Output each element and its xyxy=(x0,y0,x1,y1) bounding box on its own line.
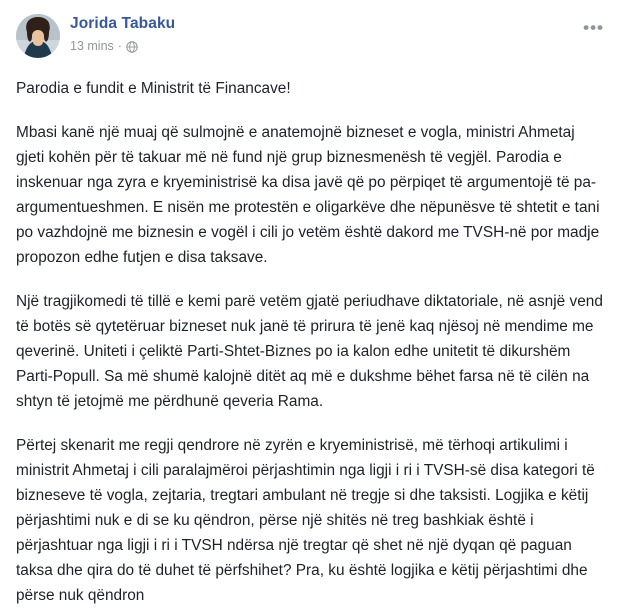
avatar[interactable] xyxy=(16,14,60,58)
post-paragraph-1: Parodia e fundit e Ministrit të Financave! xyxy=(16,80,291,97)
post-header xyxy=(16,12,604,68)
post-timestamp[interactable]: 13 mins xyxy=(70,39,114,53)
post-body xyxy=(16,76,604,608)
post-paragraph-4: Përtej skenarit me regji qendrore në zyrën e kryeministrisë, më tërhoqi artikulimi i ministrit Ahmetaj i cili paralajmëroi përjashtimin nga ligji i ri i TVSH-së disa kategori të bizneseve të vogla, zejtaria, tregtari ambulant në tregje si dhe taksisti. Logjika e këtij përjashtimi nuk e di se ku qëndron, përse një shitës në treg bashkiak është i përjashtuar nga ligji i ri i TVSH ndërsa një tregtar që shet në një dyqan që paguan taksa dhe qira do të duhet të përfshihet? Pra, ku është logjika e këtij përjashtimi dhe përse nuk qëndron xyxy=(16,437,595,604)
post-paragraph-3: Një tragjikomedi të tillë e kemi parë vetëm gjatë periudhave diktatoriale, në asnjë vend të botës së qytetëruar bizneset nuk janë të prirura të jenë kaq njësoj në mendime me qeverinë. Uniteti i çeliktë Parti-Shtet-Biznes po ia kalon edhe unitetit të dikurshëm Parti-Popull. Sa më shumë kalojnë ditët aq më e dukshme bëhet farsa në të cilën na shtyn të jetojmë me përdhunë qeveria Rama. xyxy=(16,293,603,410)
globe-icon[interactable] xyxy=(126,41,138,53)
post-meta xyxy=(70,38,175,54)
post-header-text xyxy=(70,12,175,54)
post-author-name[interactable]: Jorida Tabaku xyxy=(70,15,176,32)
meta-separator: · xyxy=(117,39,122,53)
post-options-menu-icon[interactable]: ••• xyxy=(583,18,604,37)
post-paragraph-2: Mbasi kanë një muaj që sulmojnë e anatemojnë bizneset e vogla, ministri Ahmetaj gjeti kohën për të takuar më në fund një grup biznesmenësh të vegjël. Parodia e inskenuar nga zyra e kryeministrisë ka disa javë që po përpiqet të argumentojë të pa-argumentueshmen. E nisën me protestën e oligarkëve dhe nëpunësve të shtetit e tani po vazhdojnë me biznesin e vogël i cili jo vetëm është dakord me TVSH-në por madje propozon edhe futjen e disa taksave. xyxy=(16,124,600,266)
